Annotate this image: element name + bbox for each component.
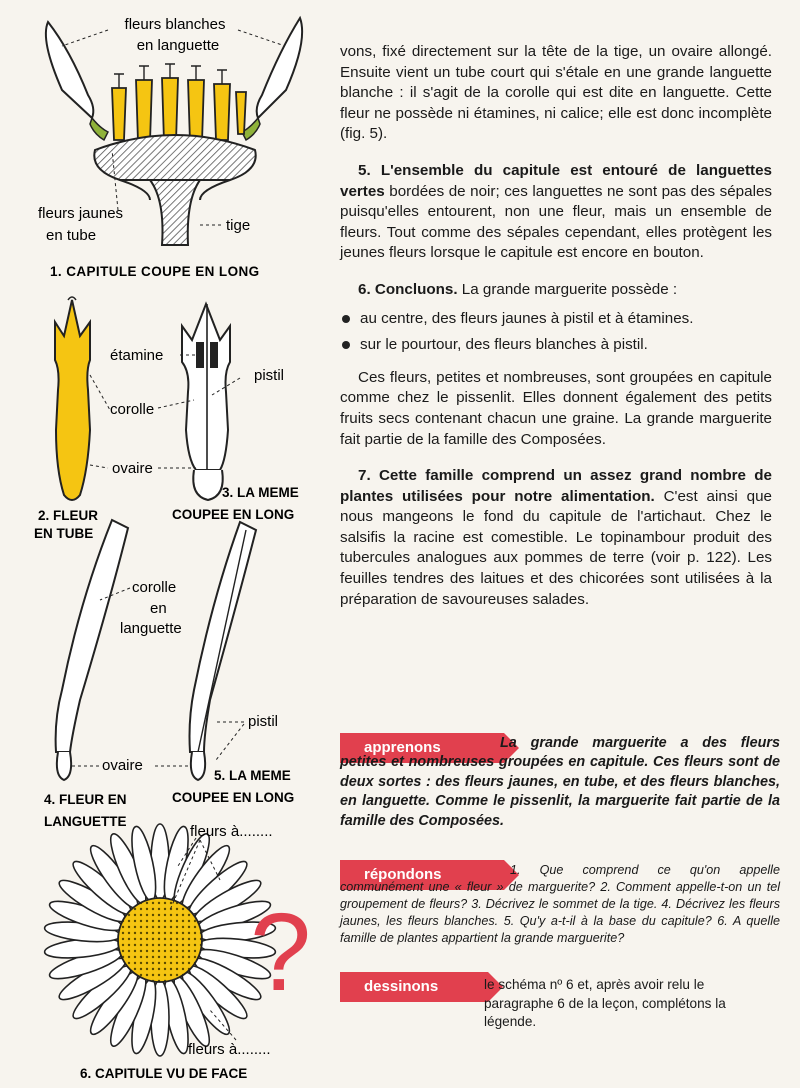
bullet-text-2: sur le pourtour, des fleurs blanches à pistil.: [360, 336, 648, 354]
bullet-item-2: [340, 335, 772, 356]
fig4-caption-1: 4. FLEUR EN: [44, 792, 127, 807]
fig4-caption-2: LANGUETTE: [44, 814, 127, 829]
question-mark-icon: ?: [250, 891, 312, 1014]
paragraph-5-body: bordées de noir; ces languettes ne sont pas des sépales puisqu'elles entourent, non une fleur, mais un ensemble de fleurs. Tout comme des sépales cependant, elles protègent les jeunes fleurs lorsque le capitule est encore en bouton.: [340, 182, 772, 262]
fig6-daisy-front: [44, 823, 311, 1081]
bullet-text-1: au centre, des fleurs jaunes à pistil et à étamines.: [360, 309, 694, 327]
fig4-label-corolla-2: en: [150, 600, 167, 617]
fig1-label-white: fleurs blanches: [124, 16, 226, 33]
fig1-label-yellow: fleurs jaunes: [38, 205, 124, 222]
fig2-caption-2: EN TUBE: [34, 526, 94, 541]
fig4-ligule-flower: [44, 520, 190, 829]
repondons-text: 1. Que comprend ce qu'on appelle communément une « fleur » de marguerite? 2. Comment appelle-t-on un tel groupement de fleurs? 3. Décrivez le sommet de la tige. 4. Décrivez les fleurs jaunes, les fleurs blanches. 5. Qu'y a-t-il à la base du capitule? 6. A quelle famille de plantes appartient la grande marguerite?: [340, 863, 780, 945]
apprenons-tag: apprenons: [340, 733, 504, 763]
paragraph-5: [340, 161, 772, 264]
fig2-tube-flower: [34, 297, 98, 541]
paragraph-5-lead: 5. L'ensemble du capitule est entouré de languettes vertes: [340, 161, 772, 200]
bullet-dot-icon: [342, 341, 350, 349]
paragraph-6-lead: 6. Concluons.: [358, 280, 458, 298]
fig3-label-pistil: pistil: [254, 367, 285, 384]
fig2-caption-1: 2. FLEUR: [38, 508, 99, 523]
bullet-item-1: [340, 309, 772, 330]
fig1-label-yellow-2: en tube: [46, 227, 97, 244]
paragraph-7-body: C'est ainsi que nous mangeons le fond du capitule de l'artichaut. Chez le salsifis la racine est comestible. Le topinambour produit des tubercules analogues aux pommes de terre (voir p. 122). Les feuilles tendres des laitues et des chicorées sont utilisées à la préparation de savoureuses salades.: [340, 487, 772, 608]
repondons-tag: répondons: [340, 860, 504, 890]
fig3-label-corolla: corolle: [110, 401, 155, 418]
paragraph-7-lead: 7. Cette famille comprend un assez grand nombre de plantes utilisées pour notre alimentation.: [340, 467, 772, 505]
repondons-box: [340, 862, 780, 947]
fig3-tube-section: [90, 304, 299, 522]
fig5-caption-2: COUPEE EN LONG: [172, 790, 295, 805]
paragraph-7: [340, 466, 772, 610]
dessinons-box: [484, 976, 774, 1032]
fig6-label-top: fleurs à........: [190, 823, 273, 840]
paragraph-6b: Ces fleurs, petites et nombreuses, sont groupées en capitule comme chez le pissenlit. Elles donnent également des petits fruits secs contenant chacun une graine. La grande marguerite fait partie de la famille des Composées.: [340, 368, 772, 448]
fig5-label-pistil: pistil: [248, 713, 279, 730]
figures-column: [0, 0, 335, 1083]
fig6-label-bottom: fleurs à........: [188, 1041, 271, 1058]
fig1-label-white-2: en languette: [136, 37, 220, 54]
fig4-label-corolla-3: languette: [120, 620, 182, 637]
fig5-ligule-section: [172, 522, 294, 805]
fig3-caption-1: 3. LA MEME: [222, 485, 299, 500]
fig3-label-ovary: ovaire: [112, 460, 153, 477]
fig3-label-stamen: étamine: [110, 347, 164, 364]
illustrations: [0, 0, 335, 1083]
fig6-caption: 6. CAPITULE VU DE FACE: [80, 1066, 248, 1081]
dessinons-tag: dessinons: [340, 972, 488, 1002]
dessinons-text: le schéma nº 6 et, après avoir relu le paragraphe 6 de la leçon, complétons la légende.: [484, 977, 726, 1030]
fig4-label-ovary: ovaire: [102, 757, 143, 774]
apprenons-text: La grande marguerite a des fleurs petites et nombreuses groupées en capitule. Ces fleurs sont de deux sortes : des fleurs jaunes, en tube, et des fleurs blanches, en languette. Comme le pissenlit, la marguerite fait partie de la famille des Composées.: [340, 735, 780, 829]
paragraph-intro: vons, fixé directement sur la tête de la tige, un ovaire allongé. Ensuite vient un tube court qui s'étale en une grande languette blanche : il s'agit de la corolle qui est dite en languette. Cette fleur ne possède ni étamines, ni calice; elle est donc incomplète (fig. 5).: [340, 43, 772, 143]
paragraph-6: [340, 280, 772, 301]
lesson-text: [340, 42, 772, 624]
fig1-label-stem: tige: [226, 217, 251, 234]
fig3-caption-2: COUPEE EN LONG: [172, 507, 295, 522]
fig4-label-corolla-1: corolle: [132, 579, 177, 596]
fig5-caption-1: 5. LA MEME: [214, 768, 291, 783]
fig1-caption: 1. CAPITULE COUPE EN LONG: [50, 264, 260, 279]
paragraph-6-body: La grande marguerite possède :: [457, 280, 678, 298]
bullet-dot-icon: [342, 315, 350, 323]
apprenons-box: [340, 734, 780, 831]
fig1-capitule-section: [38, 16, 302, 279]
